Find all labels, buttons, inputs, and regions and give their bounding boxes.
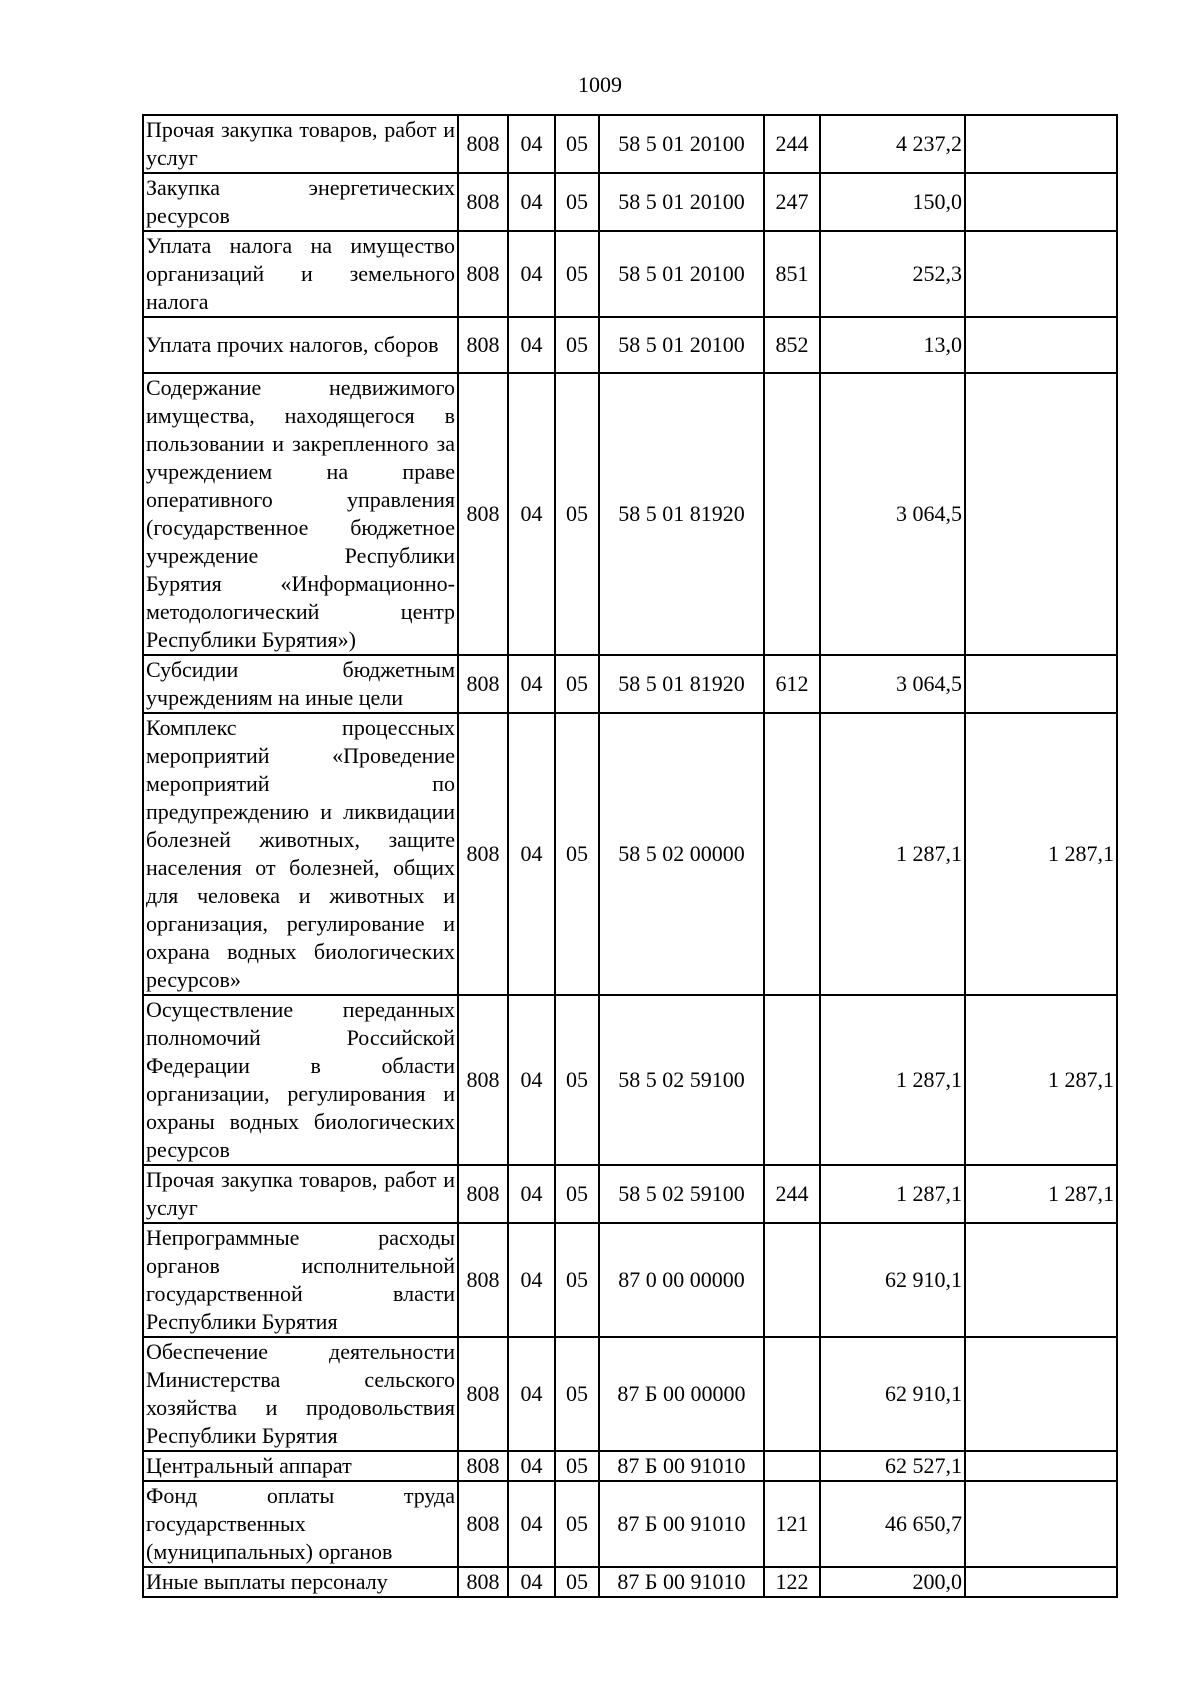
- federal-amount-cell: [965, 1481, 1117, 1567]
- target-article-code: 58 5 01 81920: [599, 655, 764, 713]
- expense-type-code: 244: [764, 115, 820, 173]
- federal-amount-cell: [965, 173, 1117, 231]
- row-name: Прочая закупка товаров, работ и услуг: [143, 115, 458, 173]
- federal-amount-cell: [965, 1567, 1117, 1597]
- ministry-code: 808: [458, 1223, 508, 1337]
- ministry-code: 808: [458, 373, 508, 655]
- page-number: 1009: [578, 72, 622, 97]
- target-article-code: 58 5 02 59100: [599, 995, 764, 1165]
- table-row: [143, 1481, 1117, 1567]
- row-name: Закупка энергетических ресурсов: [143, 173, 458, 231]
- expense-type-code: [764, 373, 820, 655]
- target-article-code: 58 5 01 20100: [599, 317, 764, 373]
- row-name: Обеспечение деятельности Министерства сельского хозяйства и продовольствия Республики Бурятия: [143, 1337, 458, 1451]
- target-article-code: 58 5 01 20100: [599, 115, 764, 173]
- target-article-code: 58 5 02 59100: [599, 1165, 764, 1223]
- amount-cell: 3 064,5: [820, 655, 965, 713]
- federal-amount-cell: 1 287,1: [965, 995, 1117, 1165]
- federal-amount-cell: [965, 115, 1117, 173]
- expense-type-code: 122: [764, 1567, 820, 1597]
- federal-amount-cell: [965, 1451, 1117, 1481]
- table-row: [143, 995, 1117, 1165]
- amount-cell: 1 287,1: [820, 995, 965, 1165]
- expense-type-code: [764, 1337, 820, 1451]
- table-row: [143, 655, 1117, 713]
- target-article-code: 58 5 01 20100: [599, 231, 764, 317]
- expense-type-code: [764, 1223, 820, 1337]
- expense-type-code: [764, 1451, 820, 1481]
- amount-cell: 62 910,1: [820, 1337, 965, 1451]
- amount-cell: 200,0: [820, 1567, 965, 1597]
- table-row: [143, 1451, 1117, 1481]
- ministry-code: 808: [458, 115, 508, 173]
- federal-amount-cell: 1 287,1: [965, 1165, 1117, 1223]
- target-article-code: 58 5 01 20100: [599, 173, 764, 231]
- section-code: 04: [508, 1337, 555, 1451]
- federal-amount-cell: [965, 373, 1117, 655]
- target-article-code: 87 Б 00 00000: [599, 1337, 764, 1451]
- table-body: [143, 115, 1117, 1597]
- subsection-code: 05: [555, 1223, 599, 1337]
- amount-cell: 1 287,1: [820, 713, 965, 995]
- subsection-code: 05: [555, 1567, 599, 1597]
- row-name: Комплекс процессных мероприятий «Проведение мероприятий по предупреждению и ликвидации болезней животных, защите населения от болезней, общих для человека и животных и организация, регулирование и охрана водных биологических ресурсов»: [143, 713, 458, 995]
- table-row: [143, 231, 1117, 317]
- section-code: 04: [508, 173, 555, 231]
- section-code: 04: [508, 655, 555, 713]
- row-name: Непрограммные расходы органов исполнительной государственной власти Республики Бурятия: [143, 1223, 458, 1337]
- section-code: 04: [508, 373, 555, 655]
- subsection-code: 05: [555, 655, 599, 713]
- subsection-code: 05: [555, 115, 599, 173]
- ministry-code: 808: [458, 655, 508, 713]
- subsection-code: 05: [555, 1165, 599, 1223]
- amount-cell: 4 237,2: [820, 115, 965, 173]
- row-name: Субсидии бюджетным учреждениям на иные цели: [143, 655, 458, 713]
- ministry-code: 808: [458, 1567, 508, 1597]
- section-code: 04: [508, 317, 555, 373]
- row-name: Центральный аппарат: [143, 1451, 458, 1481]
- row-name: Содержание недвижимого имущества, находящегося в пользовании и закрепленного за учреждением на праве оперативного управления (государственное бюджетное учреждение Республики Бурятия «Информационно-методологический центр Республики Бурятия»): [143, 373, 458, 655]
- subsection-code: 05: [555, 995, 599, 1165]
- target-article-code: 87 0 00 00000: [599, 1223, 764, 1337]
- expense-type-code: [764, 995, 820, 1165]
- row-name: Осуществление переданных полномочий Российской Федерации в области организации, регулирования и охраны водных биологических ресурсов: [143, 995, 458, 1165]
- target-article-code: 58 5 02 00000: [599, 713, 764, 995]
- amount-cell: 46 650,7: [820, 1481, 965, 1567]
- subsection-code: 05: [555, 373, 599, 655]
- section-code: 04: [508, 231, 555, 317]
- subsection-code: 05: [555, 713, 599, 995]
- federal-amount-cell: 1 287,1: [965, 713, 1117, 995]
- expense-type-code: [764, 713, 820, 995]
- ministry-code: 808: [458, 317, 508, 373]
- ministry-code: 808: [458, 995, 508, 1165]
- table-row: [143, 173, 1117, 231]
- table-row: [143, 115, 1117, 173]
- section-code: 04: [508, 115, 555, 173]
- subsection-code: 05: [555, 317, 599, 373]
- table-row: [143, 1223, 1117, 1337]
- ministry-code: 808: [458, 1337, 508, 1451]
- expense-type-code: 852: [764, 317, 820, 373]
- amount-cell: 252,3: [820, 231, 965, 317]
- section-code: 04: [508, 995, 555, 1165]
- row-name: Прочая закупка товаров, работ и услуг: [143, 1165, 458, 1223]
- target-article-code: 87 Б 00 91010: [599, 1451, 764, 1481]
- table-row: [143, 373, 1117, 655]
- row-name: Фонд оплаты труда государственных (муниципальных) органов: [143, 1481, 458, 1567]
- expense-type-code: 121: [764, 1481, 820, 1567]
- section-code: 04: [508, 1567, 555, 1597]
- amount-cell: 13,0: [820, 317, 965, 373]
- row-name: Иные выплаты персоналу: [143, 1567, 458, 1597]
- table-row: [143, 1337, 1117, 1451]
- table-row: [143, 1165, 1117, 1223]
- subsection-code: 05: [555, 1451, 599, 1481]
- amount-cell: 3 064,5: [820, 373, 965, 655]
- section-code: 04: [508, 1451, 555, 1481]
- table-row: [143, 317, 1117, 373]
- section-code: 04: [508, 1165, 555, 1223]
- target-article-code: 87 Б 00 91010: [599, 1567, 764, 1597]
- subsection-code: 05: [555, 1481, 599, 1567]
- target-article-code: 87 Б 00 91010: [599, 1481, 764, 1567]
- table-row: [143, 713, 1117, 995]
- ministry-code: 808: [458, 713, 508, 995]
- row-name: Уплата прочих налогов, сборов: [143, 317, 458, 373]
- subsection-code: 05: [555, 1337, 599, 1451]
- ministry-code: 808: [458, 231, 508, 317]
- expense-type-code: 851: [764, 231, 820, 317]
- federal-amount-cell: [965, 317, 1117, 373]
- row-name: Уплата налога на имущество организаций и земельного налога: [143, 231, 458, 317]
- ministry-code: 808: [458, 1451, 508, 1481]
- expense-type-code: 244: [764, 1165, 820, 1223]
- table-row: [143, 1567, 1117, 1597]
- section-code: 04: [508, 713, 555, 995]
- amount-cell: 1 287,1: [820, 1165, 965, 1223]
- subsection-code: 05: [555, 231, 599, 317]
- federal-amount-cell: [965, 1223, 1117, 1337]
- expense-type-code: 612: [764, 655, 820, 713]
- amount-cell: 62 910,1: [820, 1223, 965, 1337]
- ministry-code: 808: [458, 173, 508, 231]
- amount-cell: 62 527,1: [820, 1451, 965, 1481]
- federal-amount-cell: [965, 231, 1117, 317]
- section-code: 04: [508, 1223, 555, 1337]
- federal-amount-cell: [965, 1337, 1117, 1451]
- ministry-code: 808: [458, 1481, 508, 1567]
- target-article-code: 58 5 01 81920: [599, 373, 764, 655]
- ministry-code: 808: [458, 1165, 508, 1223]
- subsection-code: 05: [555, 173, 599, 231]
- expense-type-code: 247: [764, 173, 820, 231]
- amount-cell: 150,0: [820, 173, 965, 231]
- budget-table: [142, 114, 1118, 1598]
- federal-amount-cell: [965, 655, 1117, 713]
- section-code: 04: [508, 1481, 555, 1567]
